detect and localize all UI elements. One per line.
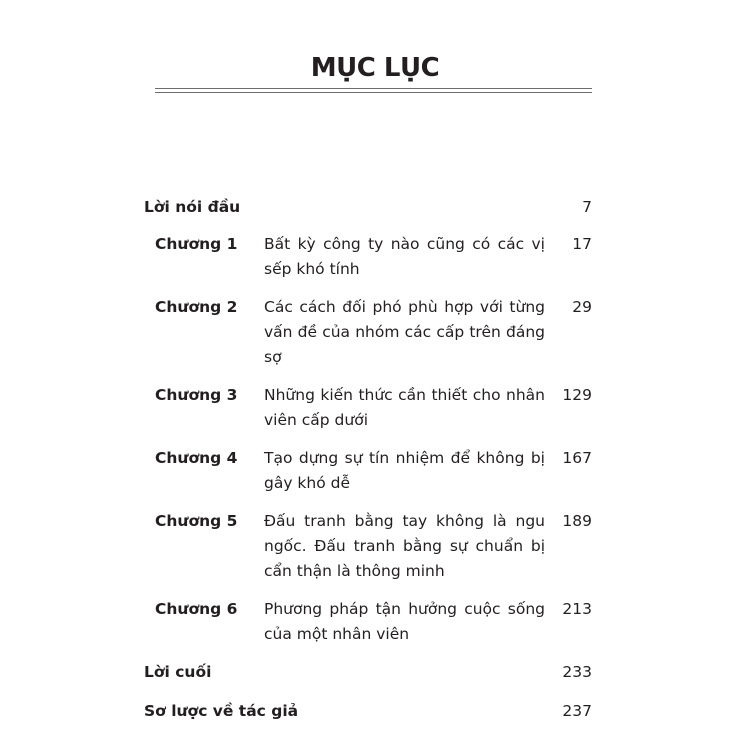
toc-entry-page: 17 — [572, 235, 592, 253]
toc-entry-title: Các cách đối phó phù hợp với từng vấn đề của nhóm các cấp trên đáng sợ — [264, 298, 545, 366]
toc-entry-title: Bất kỳ công ty nào cũng có các vị sếp khó tính — [264, 235, 545, 278]
toc-entry-title: Tạo dựng sự tín nhiệm để không bị gây khó dễ — [264, 449, 545, 492]
toc-entry-title: Phương pháp tận hưởng cuộc sống của một nhân viên — [264, 600, 545, 643]
toc-entry-page: 29 — [572, 298, 592, 316]
toc-entry-label: Lời nói đầu — [144, 198, 241, 216]
toc-entry-page: 213 — [562, 600, 592, 618]
toc-entry-label: Chương 2 — [155, 298, 238, 316]
toc-entry-page: 7 — [582, 198, 592, 216]
toc-entry-title: Những kiến thức cần thiết cho nhân viên cấp dưới — [264, 386, 545, 429]
page-title: MỤC LỤC — [310, 53, 440, 83]
toc-entry-page: 129 — [562, 386, 592, 404]
toc-entry-page: 233 — [562, 663, 592, 681]
toc-entry-label: Chương 4 — [155, 449, 238, 467]
toc-entry-label: Chương 3 — [155, 386, 238, 404]
toc-entry-label: Lời cuối — [144, 663, 212, 681]
toc-entry-label: Sơ lược về tác giả — [144, 702, 299, 720]
toc-entry-page: 167 — [562, 449, 592, 467]
toc-entry-label: Chương 6 — [155, 600, 238, 618]
title-divider — [155, 88, 592, 93]
toc-entry-title: Đấu tranh bằng tay không là ngu ngốc. Đấu tranh bằng sự chuẩn bị cẩn thận là thông minh — [264, 512, 545, 580]
toc-entry-page: 237 — [562, 702, 592, 720]
toc-entry-label: Chương 1 — [155, 235, 238, 253]
toc-entry-label: Chương 5 — [155, 512, 238, 530]
toc-entry-page: 189 — [562, 512, 592, 530]
